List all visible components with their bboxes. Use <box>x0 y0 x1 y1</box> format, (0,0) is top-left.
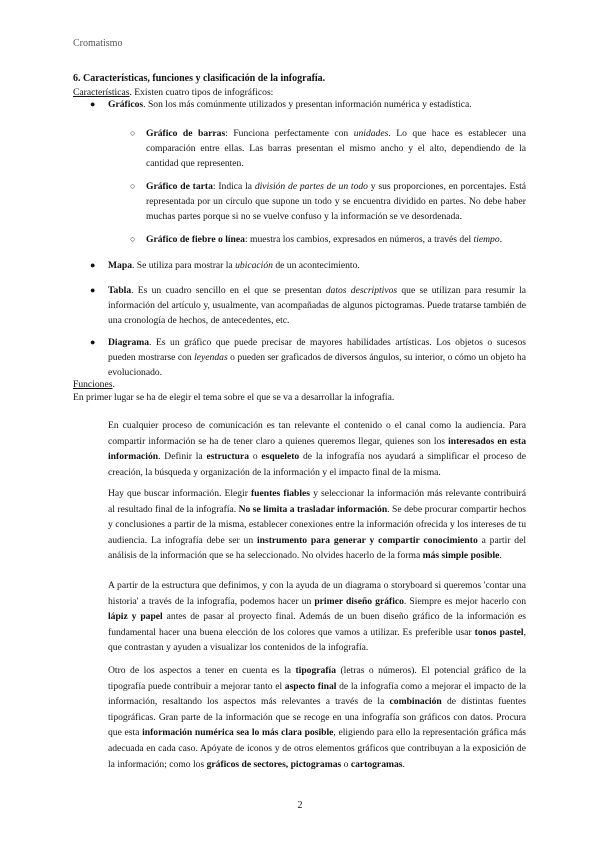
list-item-tabla: Tabla. Es un cuadro sencillo en el que se presentan datos descriptivos que se utilizan para resumir la información del artículo y, usualmente, van acompañadas de algunos pictogramas. Puede tratarse también de una cronología de hechos, de antecedentes, etc. <box>108 285 526 327</box>
circle-bullet-icon: ○ <box>130 234 136 244</box>
bullet-icon: ● <box>90 260 96 270</box>
list-item-graficos: Gráficos. Son los más comúnmente utilizados y presentan información numérica y estadística. <box>108 99 472 110</box>
list-item-fiebre: Gráfico de fiebre o línea: muestra los cambios, expresados en números, a través del tiempo. <box>146 234 503 245</box>
bullet-icon: ● <box>90 337 96 347</box>
bullet-icon: ● <box>90 285 96 295</box>
bullet-icon: ● <box>90 99 96 109</box>
funciones-label: Funciones <box>73 379 113 390</box>
paragraph-2: Hay que buscar información. Elegir fuentes fiables y seleccionar la información más relevante contribuirá al resultado final de la infografía. No se limita a trasladar información. Se debe procurar compartir hechos y conclusiones a partir de la misma, establecer conexiones entre la información ofrecida y los intereses de tu audiencia. La infografía debe ser un instrumento para generar y compartir conocimiento a partir del análisis de la información que se ha seleccionado. No olvides hacerlo de la forma más simple posible. <box>108 488 527 562</box>
funciones-line: Funciones. <box>73 379 115 390</box>
list-item-mapa: Mapa. Se utiliza para mostrar la ubicación de un acontecimiento. <box>108 260 360 271</box>
list-item-diagrama: Diagrama. Es un gráfico que puede precisar de mayores habilidades artísticas. Los objetos o sucesos pueden mostrarse con leyendas o pueden ser graficados de diversos ángulos, su interior, o cómo un objeto ha evolucionado. <box>108 337 526 379</box>
section-title: 6. Características, funciones y clasificación de la infografía. <box>73 73 326 84</box>
intro-line: En primer lugar se ha de elegir el tema sobre el que se va a desarrollar la infografía. <box>73 392 395 403</box>
circle-bullet-icon: ○ <box>130 181 136 191</box>
paragraph-1: En cualquier proceso de comunicación es tan relevante el contenido o el canal como la audiencia. Para compartir información se ha de tener claro a quienes queremos llegar, quienes son los interesados en esta información. Definir la estructura o esqueleto de la infografía nos ayudará a simplificar el proceso de creación, la búsqueda y organización de la información y el impacto final de la misma. <box>108 420 526 478</box>
list-item-barras: Gráfico de barras: Funciona perfectamente con unidades. Lo que hace es establecer una comparación entre ellas. Las barras presentan el mismo ancho y el alto, dependiendo de la cantidad que representen. <box>146 128 526 170</box>
circle-bullet-icon: ○ <box>130 128 136 138</box>
running-header: Cromatismo <box>73 38 123 49</box>
list-item-tarta: Gráfico de tarta: Indica la división de partes de un todo y sus proporciones, en porcentajes. Está representada por un círculo que supone un todo y se encuentra dividido en partes. No debe haber muchas partes porque si no se vuelve confuso y la información se ve desordenada. <box>146 181 526 223</box>
page-number: 2 <box>297 800 303 811</box>
caracteristicas-line: Características. Existen cuatro tipos de infográficos: <box>73 87 274 98</box>
paragraph-4: Otro de los aspectos a tener en cuenta es la tipografía (letras o números). El potencial gráfico de la tipografía puede contribuir a mejorar tanto el aspecto final de la infografía como a mejorar el impacto de la información, resaltando los aspectos más relevantes a través de la combinación de distintas fuentes tipográficas. Gran parte de la información que se recoge en una infografía son gráficos con datos. Procura que esta información numérica sea lo más clara posible, eligiendo para ello la representación gráfica más adecuada en cada caso. Apóyate de iconos y de otros elementos gráficos que contribuyan a la exposición de la información; como los gráficos de sectores, pictogramas o cartogramas. <box>108 665 527 770</box>
paragraph-3: A partir de la estructura que definimos, y con la ayuda de un diagrama o storyboard si queremos 'contar una historia' a través de la infografía, podemos hacer un primer diseño gráfico. Siempre es mejor hacerlo con lápiz y papel antes de pasar al proyecto final. Además de un buen diseño gráfico de la información es fundamental hacer una buena elección de los colores que vamos a utilizar. Es preferible usar tonos pastel, que contrastan y ayuden a visualizar los contenidos de la infografía. <box>108 580 527 654</box>
caracteristicas-label: Características <box>73 87 130 98</box>
